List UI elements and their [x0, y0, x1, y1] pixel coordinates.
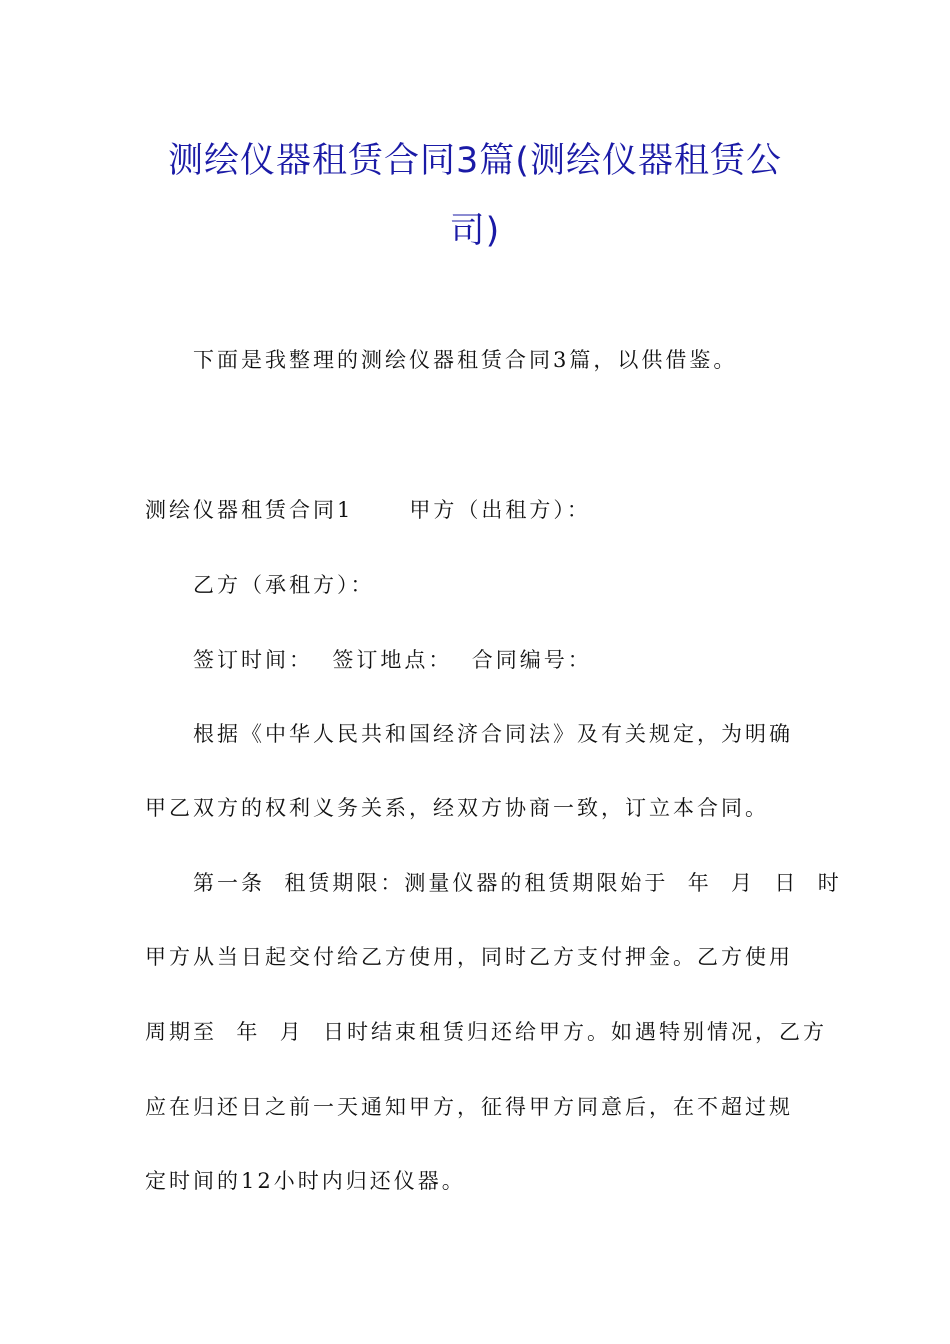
preamble-line: 根据《中华人民共和国经济合同法》及有关规定，为明确	[193, 722, 793, 746]
party-b-label: 乙方（承租方）：	[193, 573, 375, 597]
intro-paragraph: 下面是我整理的测绘仪器租赁合同3篇，以供借鉴。	[193, 348, 738, 372]
contract-heading: 测绘仪器租赁合同1	[145, 498, 354, 522]
preamble-line: 甲乙双方的权利义务关系，经双方协商一致，订立本合同。	[145, 796, 769, 820]
article-1-line: 第一条 租赁期限：测量仪器的租赁期限始于 年 月 日 时	[193, 871, 842, 895]
party-a-label: 甲方（出租方）：	[409, 498, 591, 522]
article-1-line: 甲方从当日起交付给乙方使用，同时乙方支付押金。乙方使用	[145, 945, 793, 969]
article-1-line: 应在归还日之前一天通知甲方，征得甲方同意后，在不超过规	[145, 1095, 793, 1119]
document-title-line-1: 测绘仪器租赁合同3篇(测绘仪器租赁公	[168, 141, 782, 181]
contract-heading-row	[145, 495, 810, 525]
article-1-line: 周期至 年 月 日时结束租赁归还给甲方。如遇特别情况，乙方	[145, 1020, 828, 1044]
sign-info-line: 签订时间： 签订地点： 合同编号：	[193, 648, 592, 672]
document-title-line-2: 司)	[449, 211, 501, 251]
article-1-line: 定时间的12小时内归还仪器。	[145, 1169, 466, 1193]
